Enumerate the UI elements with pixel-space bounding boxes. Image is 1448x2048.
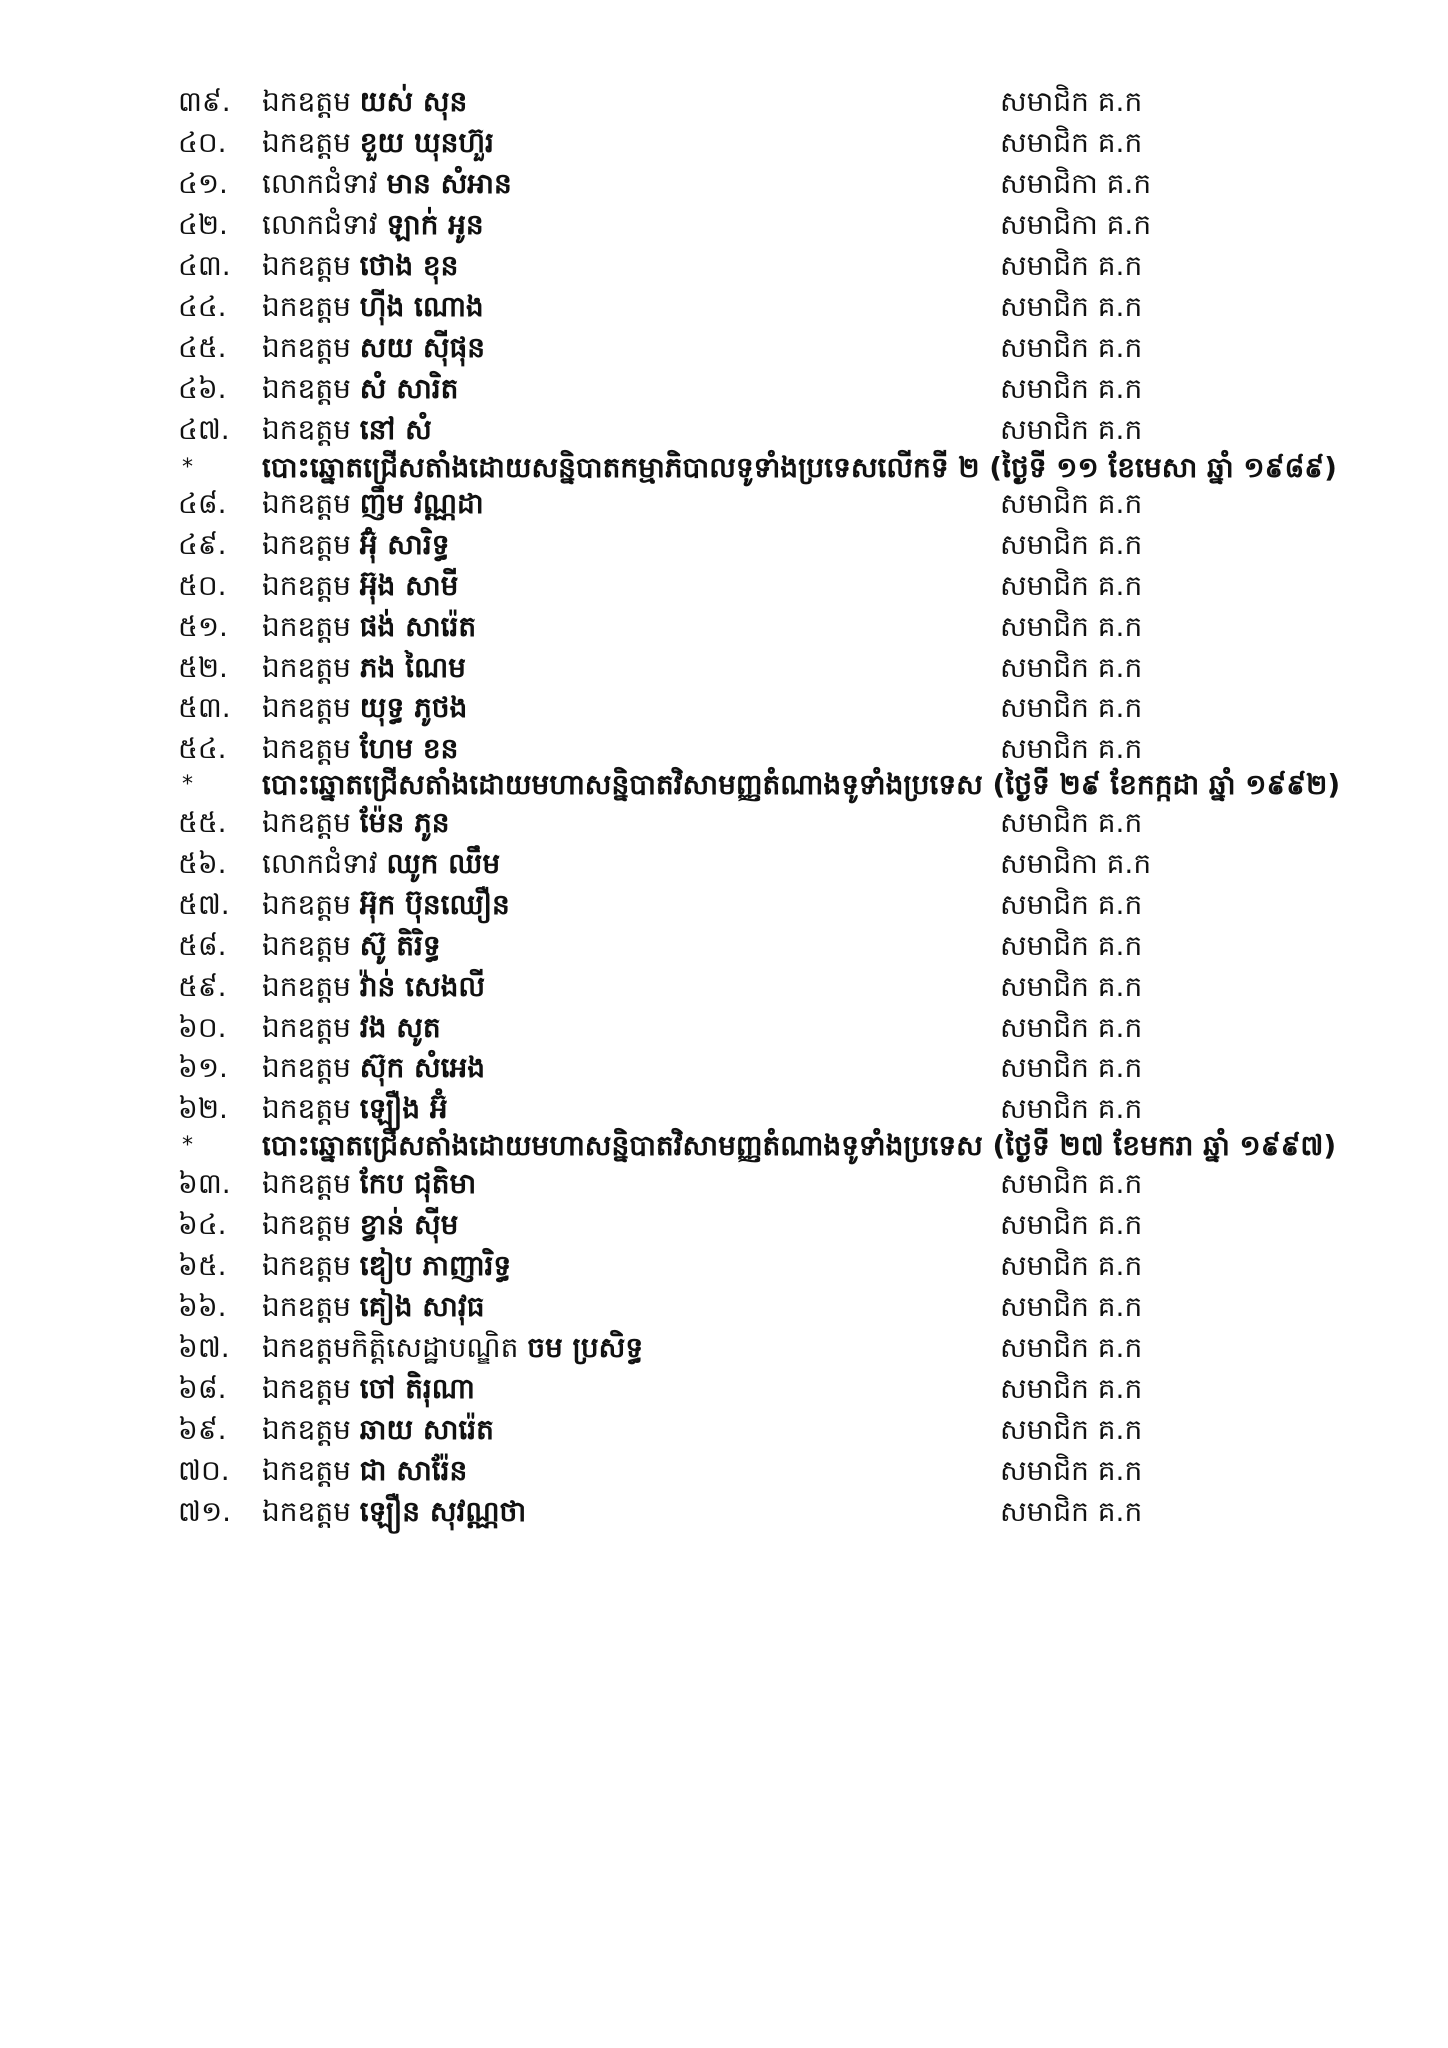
item-number: ៥៩.	[178, 970, 227, 1003]
member-name-group	[262, 1244, 511, 1288]
honorific-title: ឯកឧត្តម	[262, 528, 351, 561]
list-item	[0, 326, 1448, 370]
member-name: ហែម ខន	[359, 732, 459, 765]
member-name: ចៅ តិរុណា	[359, 1372, 475, 1405]
member-role: សមាជិក គ.ក	[1000, 569, 1143, 602]
member-name-group	[262, 801, 450, 845]
honorific-title: ឯកឧត្តម	[262, 691, 351, 724]
member-role: សមាជិក គ.ក	[1000, 1413, 1143, 1446]
item-number: ៦៤.	[178, 1208, 227, 1241]
item-number: ៦៥.	[178, 1249, 227, 1282]
honorific-title: ឯកឧត្តម	[262, 1092, 351, 1125]
member-role: សមាជិក គ.ក	[1000, 413, 1143, 446]
honorific-title: ឯកឧត្តម	[262, 1051, 351, 1084]
member-name: អ៊ុង សាមី	[359, 569, 459, 602]
member-role: សមាជិក គ.ក	[1000, 970, 1143, 1003]
member-role: សមាជិក គ.ក	[1000, 1290, 1143, 1323]
list-item	[0, 646, 1448, 690]
list-item	[0, 842, 1448, 886]
list-item	[0, 686, 1448, 730]
member-name-group	[262, 965, 485, 1009]
member-role: សមាជិក គ.ក	[1000, 1249, 1143, 1282]
list-item	[0, 482, 1448, 526]
member-role: សមាជិក គ.ក	[1000, 806, 1143, 839]
item-number: ៤៣.	[178, 249, 231, 282]
item-number: ៤៥.	[178, 331, 227, 364]
member-role: សមាជិក គ.ក	[1000, 126, 1143, 159]
honorific-title: ឯកឧត្តម	[262, 651, 351, 684]
item-number: ៦០.	[178, 1011, 227, 1044]
member-role: សមាជិក គ.ក	[1000, 1454, 1143, 1487]
member-name: គៀង សាវុធ	[359, 1290, 485, 1323]
honorific-title: ឯកឧត្តម	[262, 1167, 351, 1200]
member-name-group	[262, 162, 512, 206]
member-name-group	[262, 244, 458, 288]
list-item	[0, 1162, 1448, 1206]
honorific-title: ឯកឧត្តម	[262, 929, 351, 962]
member-role: សមាជិក គ.ក	[1000, 888, 1143, 921]
member-name: ឡាក់ អូន	[386, 208, 484, 241]
member-name-group	[262, 482, 484, 526]
member-name-group	[262, 523, 450, 567]
member-role: សមាជិក គ.ក	[1000, 487, 1143, 520]
member-name: នៅ សំ	[359, 413, 432, 446]
honorific-title: លោកជំទាវ	[262, 847, 378, 880]
member-role: សមាជិក គ.ក	[1000, 372, 1143, 405]
member-name: ចម ប្រសិទ្ធ	[527, 1331, 644, 1364]
item-number: ៦៩.	[178, 1413, 227, 1446]
asterisk-marker: *	[182, 455, 193, 480]
list-item	[0, 244, 1448, 288]
item-number: ៦៣.	[178, 1167, 231, 1200]
member-name-group	[262, 367, 458, 411]
member-name-group	[262, 326, 485, 370]
honorific-title: ឯកឧត្តម	[262, 126, 351, 159]
item-number: ៦១.	[178, 1051, 228, 1084]
member-name: សំ សារិត	[359, 372, 459, 405]
item-number: ៤៩.	[178, 528, 227, 561]
member-name: អ៊ុំ សារិទ្ធ	[359, 528, 450, 561]
list-item	[0, 924, 1448, 968]
member-name: វង សូត	[359, 1011, 441, 1044]
item-number: ៤៨.	[178, 487, 227, 520]
member-name: ឡឿន សុវណ្ណថា	[359, 1495, 527, 1528]
member-role: សមាជិក គ.ក	[1000, 249, 1143, 282]
honorific-title: ឯកឧត្តម	[262, 1413, 351, 1446]
list-item	[0, 605, 1448, 649]
honorific-title: ឯកឧត្តម	[262, 610, 351, 643]
section-note-text: បោះឆ្នោតជ្រើសតាំងដោយមហាសន្និបាតវិសាមញ្ញតំណាងទូទាំងប្រទេស (ថ្ងៃទី ២៧ ខែមករា ឆ្នាំ ១៩៩៧)	[262, 1129, 1337, 1162]
honorific-title: ឯកឧត្តមកិត្តិសេដ្ឋាបណ្ឌិត	[262, 1331, 519, 1364]
honorific-title: ឯកឧត្តម	[262, 372, 351, 405]
list-item	[0, 1367, 1448, 1411]
member-name: ឈូក ឈឹម	[386, 847, 501, 880]
item-number: ៤៧.	[178, 413, 230, 446]
honorific-title: លោកជំទាវ	[262, 208, 378, 241]
honorific-title: ឯកឧត្តម	[262, 1495, 351, 1528]
member-role: សមាជិក គ.ក	[1000, 691, 1143, 724]
section-note-text: បោះឆ្នោតជ្រើសតាំងដោយមហាសន្និបាតវិសាមញ្ញតំណាងទូទាំងប្រទេស (ថ្ងៃទី ២៩ ខែកក្កដា ឆ្នាំ ១៩៩២)	[262, 768, 1341, 801]
member-name: ខួយ ឃុនហ៊ួរ	[359, 126, 494, 159]
honorific-title: ឯកឧត្តម	[262, 1454, 351, 1487]
list-item	[0, 285, 1448, 329]
list-item	[0, 1490, 1448, 1534]
member-name-group	[262, 686, 467, 730]
member-role: សមាជិក គ.ក	[1000, 1495, 1143, 1528]
member-name-group	[262, 1449, 467, 1493]
item-number: ៥៦.	[178, 847, 227, 880]
honorific-title: ឯកឧត្តម	[262, 85, 351, 118]
member-role: សមាជិក គ.ក	[1000, 1167, 1143, 1200]
honorific-title: ឯកឧត្តម	[262, 970, 351, 1003]
honorific-title: ឯកឧត្តម	[262, 487, 351, 520]
member-role: សមាជិក គ.ក	[1000, 528, 1143, 561]
list-item	[0, 1046, 1448, 1090]
member-role: សមាជិក គ.ក	[1000, 651, 1143, 684]
honorific-title: ឯកឧត្តម	[262, 888, 351, 921]
list-item	[0, 523, 1448, 567]
list-item	[0, 564, 1448, 608]
item-number: ៧១.	[178, 1495, 232, 1528]
item-number: ៤៤.	[178, 290, 227, 323]
honorific-title: ឯកឧត្តម	[262, 806, 351, 839]
member-role: សមាជិក គ.ក	[1000, 290, 1143, 323]
member-name-group	[262, 1326, 643, 1370]
item-number: ៦២.	[178, 1092, 228, 1125]
member-role: សមាជិក គ.ក	[1000, 929, 1143, 962]
honorific-title: ឯកឧត្តម	[262, 331, 351, 364]
list-item	[0, 1203, 1448, 1247]
item-number: ៤២.	[178, 208, 228, 241]
member-name-group	[262, 605, 476, 649]
member-name-group	[262, 121, 494, 165]
member-role: សមាជិក គ.ក	[1000, 1051, 1143, 1084]
member-role: សមាជិកា គ.ក	[1000, 208, 1152, 241]
item-number: ៤១.	[178, 167, 228, 200]
member-name: មាន សំអាន	[386, 167, 512, 200]
item-number: ៥២.	[178, 651, 228, 684]
member-role: សមាជិកា គ.ក	[1000, 167, 1152, 200]
member-role: សមាជិក គ.ក	[1000, 610, 1143, 643]
item-number: ៧០.	[178, 1454, 230, 1487]
honorific-title: ឯកឧត្តម	[262, 1290, 351, 1323]
honorific-title: លោកជំទាវ	[262, 167, 378, 200]
item-number: ៥០.	[178, 569, 227, 602]
member-name: ញឹម វណ្ណដា	[359, 487, 484, 520]
member-role: សមាជិក គ.ក	[1000, 732, 1143, 765]
member-name: ថោង ខុន	[359, 249, 459, 282]
member-role: សមាជិក គ.ក	[1000, 1331, 1143, 1364]
member-role: សមាជិក គ.ក	[1000, 1092, 1143, 1125]
asterisk-marker: *	[182, 1133, 193, 1158]
list-item	[0, 162, 1448, 206]
list-item	[0, 1285, 1448, 1329]
member-role: សមាជិកា គ.ក	[1000, 847, 1152, 880]
member-role: សមាជិក គ.ក	[1000, 1208, 1143, 1241]
item-number: ៥៤.	[178, 732, 227, 765]
member-name: សយ ស៊ីផុន	[359, 331, 486, 364]
member-name-group	[262, 80, 467, 124]
item-number: ៤៦.	[178, 372, 227, 405]
member-name: ភង ណៃម	[359, 651, 466, 684]
member-name-group	[262, 285, 484, 329]
list-item	[0, 1408, 1448, 1452]
member-name-group	[262, 1490, 526, 1534]
list-item	[0, 203, 1448, 247]
list-item	[0, 883, 1448, 927]
member-name-group	[262, 1367, 475, 1411]
item-number: ៦៦.	[178, 1290, 227, 1323]
item-number: ៥៥.	[178, 806, 227, 839]
list-item	[0, 121, 1448, 165]
member-name: ហ៊ីង ណោង	[359, 290, 484, 323]
list-item	[0, 367, 1448, 411]
section-note-text: បោះឆ្នោតជ្រើសតាំងដោយសន្និបាតកម្មាភិបាលទូទាំងប្រទេសលើកទី ២ (ថ្ងៃទី ១១ ខែមេសា ឆ្នាំ ១៩៨៩)	[262, 451, 1337, 484]
item-number: ៥១.	[178, 610, 228, 643]
item-number: ៤០.	[178, 126, 227, 159]
list-item	[0, 1006, 1448, 1050]
list-item	[0, 801, 1448, 845]
member-name-group	[262, 1203, 458, 1247]
member-name: យុទ្ធ ភូថង	[359, 691, 468, 724]
member-name: ផង់ សារ៉េត	[359, 610, 477, 643]
member-name: អ៊ុក ប៊ុនឈឿន	[359, 888, 510, 921]
honorific-title: ឯកឧត្តម	[262, 1249, 351, 1282]
list-item	[0, 1244, 1448, 1288]
member-name-group	[262, 1006, 441, 1050]
member-name: ជា សារ៉ែន	[359, 1454, 468, 1487]
member-name-group	[262, 1162, 476, 1206]
item-number: ៦៨.	[178, 1372, 227, 1405]
member-name: វ៉ាន់ សេងលី	[359, 970, 486, 1003]
honorific-title: ឯកឧត្តម	[262, 569, 351, 602]
honorific-title: ឯកឧត្តម	[262, 249, 351, 282]
honorific-title: ឯកឧត្តម	[262, 1208, 351, 1241]
item-number: ៥៣.	[178, 691, 231, 724]
item-number: ៦៧.	[178, 1331, 230, 1364]
honorific-title: ឯកឧត្តម	[262, 290, 351, 323]
member-name-group	[262, 842, 500, 886]
member-name: ស៊ូ តិរិទ្ធ	[359, 929, 441, 962]
member-name: ឌៀប ភាញារិទ្ធ	[359, 1249, 512, 1282]
member-name-group	[262, 1285, 485, 1329]
asterisk-marker: *	[182, 772, 193, 797]
member-name: ស៊ុក សំអេង	[359, 1051, 486, 1084]
member-name: ឡឿង អ៊ំ	[359, 1092, 448, 1125]
member-name-group	[262, 924, 441, 968]
member-role: សមាជិក គ.ក	[1000, 1372, 1143, 1405]
member-name-group	[262, 646, 466, 690]
member-name: យស់ សុន	[359, 85, 468, 118]
member-name-group	[262, 1408, 494, 1452]
member-name: ឆាយ សារ៉េត	[359, 1413, 494, 1446]
item-number: ៥៨.	[178, 929, 227, 962]
list-item	[0, 965, 1448, 1009]
honorific-title: ឯកឧត្តម	[262, 413, 351, 446]
member-name: ម៉ែន ភូន	[359, 806, 450, 839]
honorific-title: ឯកឧត្តម	[262, 1011, 351, 1044]
member-name-group	[262, 883, 510, 927]
honorific-title: ឯកឧត្តម	[262, 1372, 351, 1405]
member-role: សមាជិក គ.ក	[1000, 331, 1143, 364]
item-number: ៣៩.	[178, 85, 231, 118]
member-name-group	[262, 564, 458, 608]
member-name: កែប ជុតិមា	[359, 1167, 477, 1200]
item-number: ៥៧.	[178, 888, 230, 921]
list-item	[0, 1326, 1448, 1370]
member-role: សមាជិក គ.ក	[1000, 85, 1143, 118]
member-role: សមាជិក គ.ក	[1000, 1011, 1143, 1044]
list-item	[0, 80, 1448, 124]
member-name-group	[262, 203, 484, 247]
honorific-title: ឯកឧត្តម	[262, 732, 351, 765]
list-item	[0, 1449, 1448, 1493]
member-name: ខ្វាន់ ស៊ីម	[359, 1208, 459, 1241]
member-name-group	[262, 1046, 485, 1090]
